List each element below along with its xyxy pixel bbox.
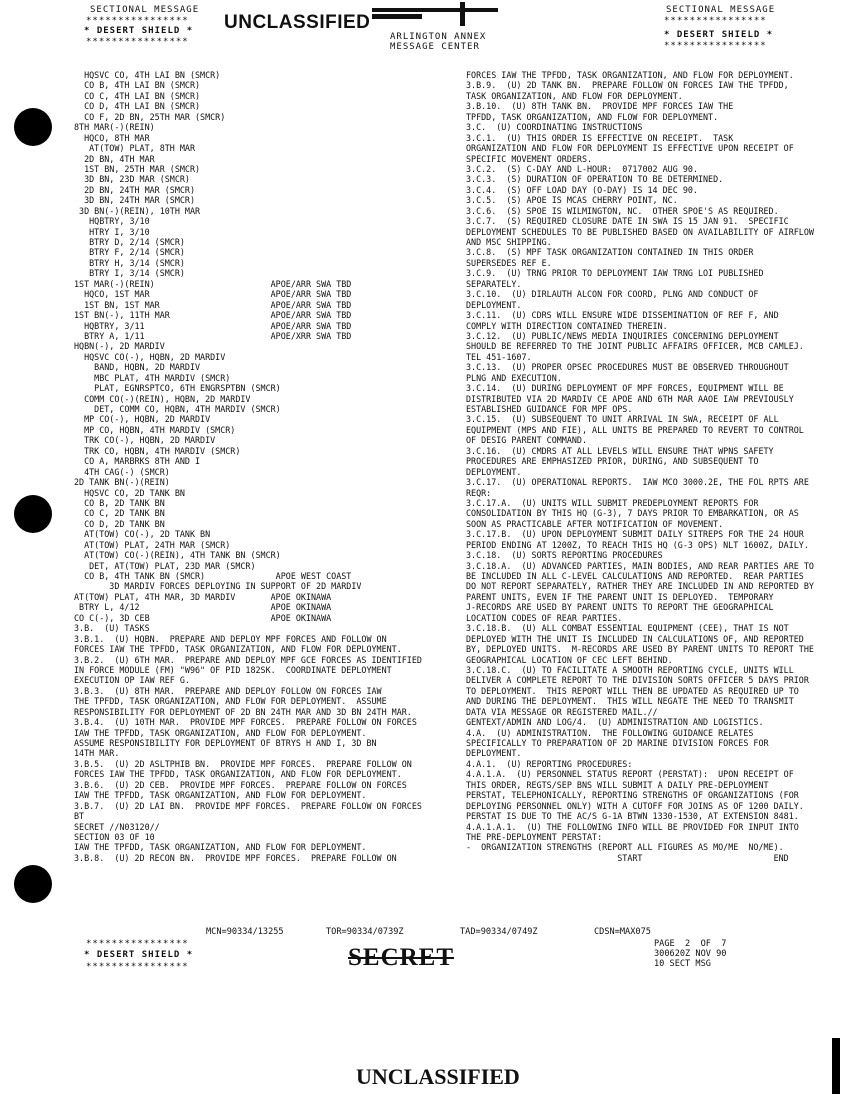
message-line: 3.B.3. (U) 8TH MAR. PREPARE AND DEPLOY FOLLOW ON FORCES IAW: [74, 685, 382, 696]
message-line: 3D BN(-)(REIN), 10TH MAR: [74, 205, 201, 216]
message-line: 4.A.1. (U) REPORTING PROCEDURES:: [466, 758, 633, 769]
message-line: TRK CO(-), HQBN, 2D MARDIV: [74, 435, 216, 446]
stars-right-bottom: ****************: [664, 41, 767, 51]
message-line: AT(TOW) CO(-)(REIN), 4TH TANK BN (SMCR): [74, 550, 281, 561]
message-line: DEPLOYMENT.: [466, 466, 522, 477]
message-line: BTRY D, 2/14 (SMCR): [74, 237, 185, 247]
message-line: 3.C.1. (U) THIS ORDER IS EFFECTIVE ON RECEIPT. TASK: [466, 132, 734, 143]
secret-classification-struck: SECRET: [348, 944, 455, 971]
classification-bottom: UNCLASSIFIED: [356, 1064, 520, 1089]
stars-footer-top: ****************: [86, 939, 189, 949]
message-line: BAND, HQBN, 2D MARDIV: [74, 362, 201, 373]
message-line: 3.C.16. (U) CMDRS AT ALL LEVELS WILL ENSURE THAT WPNS SAFETY: [466, 445, 774, 456]
message-center: MESSAGE CENTER: [390, 42, 480, 52]
message-line: 3.C.7. (S) REQUIRED CLOSURE DATE IN SWA IS 15 JAN 91. SPECIFIC: [466, 216, 789, 227]
message-line: BTRY I, 3/14 (SMCR): [74, 268, 185, 279]
message-line: OF DESIG PARENT COMMAND.: [466, 435, 588, 446]
page-number: PAGE 2 OF 7: [654, 939, 727, 949]
message-line: 2D BN, 4TH MAR: [74, 153, 155, 164]
message-line: 3.C.17.B. (U) UPON DEPLOYMENT SUBMIT DAILY SITREPS FOR THE 24 HOUR: [466, 529, 804, 540]
message-line: 3.C.5. (S) APOE IS MCAS CHERRY POINT, NC.: [466, 195, 678, 206]
message-line: AT(TOW) PLAT, 24TH MAR (SMCR): [74, 539, 231, 550]
message-line: 3.B.7. (U) 2D LAI BN. PROVIDE MPF FORCES. PREPARE FOLLOW ON FORCES: [74, 800, 422, 811]
message-line: 3.C.8. (S) MPF TASK ORGANIZATION CONTAINED IN THIS ORDER: [466, 247, 754, 258]
message-line: EQUIPMENT (MPS AND FIE), ALL UNITS BE PREPARED TO REVERT TO CONTROL: [466, 424, 804, 435]
message-line: 3D BN, 23D MAR (SMCR): [74, 174, 190, 185]
message-line: MP CO, HQBN, 4TH MARDIV (SMCR): [74, 424, 236, 435]
message-line: THIS ORDER, REGTS/SEP BNS WILL SUBMIT A DAILY PRE-DEPLOYMENT: [466, 779, 769, 790]
message-line: 4TH CAG(-) (SMCR): [74, 466, 170, 477]
message-line: 3.B.8. (U) 2D RECON BN. PROVIDE MPF FORCES. PREPARE FOLLOW ON: [74, 852, 397, 863]
message-line: CO C(-), 3D CEB APOE OKINAWA: [74, 612, 332, 623]
message-line: CO C, 4TH LAI BN (SMCR): [74, 90, 201, 101]
message-line: 3.B.9. (U) 2D TANK BN. PREPARE FOLLOW ON FORCES IAW THE TPFDD,: [466, 80, 789, 91]
tad-field: TAD=90334/0749Z: [460, 927, 538, 937]
message-line: - ORGANIZATION STRENGTHS (REPORT ALL FIGURES AS MO/ME NO/ME).: [466, 842, 784, 853]
message-line: FORCES IAW THE TPFDD, TASK ORGANIZATION, AND FLOW FOR DEPLOYMENT.: [74, 644, 402, 655]
message-line: EXECUTION OP IAW REF G.: [74, 675, 190, 686]
message-line: 4.A. (U) ADMINISTRATION. THE FOLLOWING GUIDANCE RELATES: [466, 727, 754, 738]
message-line: 8TH MAR(-)(REIN): [74, 122, 155, 133]
message-line: AT(TOW) PLAT, 8TH MAR: [74, 143, 196, 154]
message-line: CO D, 4TH LAI BN (SMCR): [74, 101, 201, 112]
message-line: 3.C.10. (U) DIRLAUTH ALCON FOR COORD, PLNG AND CONDUCT OF: [466, 289, 759, 300]
message-line: BTRY H, 3/14 (SMCR): [74, 257, 185, 268]
message-line: THE PRE-DEPLOYMENT PERSTAT:: [466, 831, 603, 842]
message-line: 3.C.18. (U) SORTS REPORTING PROCEDURES: [466, 550, 663, 561]
message-line: PLAT, EGNRSPTCO, 6TH ENGRSPTBN (SMCR): [74, 383, 281, 394]
message-line: SUPERSEDES REF E.: [466, 257, 552, 268]
message-line: 3.C.9. (U) TRNG PRIOR TO DEPLOYMENT IAW TRNG LOI PUBLISHED: [466, 268, 764, 279]
message-line: 3.C.17. (U) OPERATIONAL REPORTS. IAW MCO 3000.2E, THE FOL RPTS ARE: [466, 477, 809, 488]
message-line: CO A, MARBRKS 8TH AND I: [74, 456, 201, 467]
message-line: 3.C.11. (U) CDRS WILL ENSURE WIDE DISSEMINATION OF REF F, AND: [466, 310, 779, 321]
message-line: BE INCLUDED IN ALL C-LEVEL CALCULATIONS AND REPORTED. REAR PARTIES: [466, 571, 804, 581]
message-line: TASK ORGANIZATION, AND FLOW FOR DEPLOYMENT.: [466, 90, 683, 101]
stars-right-top: ****************: [664, 16, 767, 26]
message-line: AND DURING THE DEPLOYMENT. THIS WILL NEGATE THE NEED TO TRANSMIT: [466, 696, 794, 707]
message-line: DET, COMM CO, HQBN, 4TH MARDIV (SMCR): [74, 404, 281, 414]
message-line: 3.B.6. (U) 2D CEB. PROVIDE MPF FORCES. PREPARE FOLLOW ON FORCES: [74, 779, 407, 790]
desert-shield-right: * DESERT SHIELD *: [664, 30, 774, 40]
message-line: FORCES IAW THE TPFDD, TASK ORGANIZATION, AND FLOW FOR DEPLOYMENT.: [74, 769, 402, 780]
message-line: 3D BN, 24TH MAR (SMCR): [74, 195, 196, 206]
message-line: IAW THE TPFDD, TASK ORGANIZATION, AND FLOW FOR DEPLOYMENT.: [74, 790, 367, 801]
message-line: PERSTAT IS DUE TO THE AC/S G-1A BTWN 1330-1530, AT EXTENSION 8481.: [466, 811, 799, 822]
message-line: RESPONSIBILITY FOR DEPLOYMENT OF 2D BN 24TH MAR AND 3D BN 24TH MAR.: [74, 706, 412, 717]
message-line: 4.A.1.A. (U) PERSONNEL STATUS REPORT (PERSTAT): UPON RECEIPT OF: [466, 769, 794, 780]
sectional-message-right: SECTIONAL MESSAGE: [666, 5, 776, 15]
message-line: 3.C.17.A. (U) UNITS WILL SUBMIT PREDEPLOYMENT REPORTS FOR: [466, 497, 759, 508]
message-line: DEPLOYING PERSONNEL ONLY) WITH A CUTOFF FOR JOINS AS OF 1200 DAILY.: [466, 800, 804, 811]
message-line: SECTION 03 OF 10: [74, 831, 155, 842]
message-line: BY, DEPLOYED UNITS. M-RECORDS ARE USED BY PARENT UNITS TO REPORT THE: [466, 644, 814, 655]
message-line: 3.C.12. (U) PUBLIC/NEWS MEDIA INQUIRIES CONCERNING DEPLOYMENT: [466, 330, 779, 341]
message-line: MBC PLAT, 4TH MARDIV (SMCR): [74, 372, 231, 383]
message-line: TPFDD, TASK ORGANIZATION, AND FLOW FOR DEPLOYMENT.: [466, 111, 719, 122]
message-line: HQCO, 8TH MAR: [74, 132, 150, 143]
message-line: 2D TANK BN(-)(REIN): [74, 477, 170, 488]
message-line: CONSOLIDATION BY THIS HQ (G-3), 7 DAYS PRIOR TO EMBARKATION, OR AS: [466, 508, 799, 519]
message-line: TEL 451-1607.: [466, 351, 532, 362]
message-line: 3.B.10. (U) 8TH TANK BN. PROVIDE MPF FORCES IAW THE: [466, 101, 734, 112]
stars-footer-bottom: ****************: [86, 962, 189, 972]
date-time-group: 300620Z NOV 90: [654, 949, 727, 959]
message-line: 2D BN, 24TH MAR (SMCR): [74, 184, 196, 195]
sectional-message-left: SECTIONAL MESSAGE: [90, 5, 200, 15]
section-count: 10 SECT MSG: [654, 959, 711, 969]
message-line: 3.C.18.B. (U) ALL COMBAT ESSENTIAL EQUIPMENT (CEE), THAT IS NOT: [466, 623, 789, 634]
message-line: BTRY A, 1/11 APOE/XRR SWA TBD: [74, 330, 352, 341]
message-line: 4.A.1.A.1. (U) THE FOLLOWING INFO WILL BE PROVIDED FOR INPUT INTO: [466, 821, 799, 832]
message-line: 3.C.15. (U) SUBSEQUENT TO UNIT ARRIVAL IN SWA, RECEIPT OF ALL: [466, 414, 779, 425]
message-line: ESTABLISHED GUIDANCE FOR MPF OPS.: [466, 404, 633, 414]
message-line: TO DEPLOYMENT. THIS REPORT WILL THEN BE UPDATED AS REQUIRED UP TO: [466, 685, 799, 696]
message-line: HQCO, 1ST MAR APOE/ARR SWA TBD: [74, 289, 352, 300]
message-line: START END: [466, 852, 789, 863]
message-line: DEPLOYMENT SCHEDULES TO BE PUBLISHED BASED ON AVAILABILITY OF AIRFLOW: [466, 226, 814, 237]
message-line: DO NOT REPORT SEPARATELY, RATHER THEY ARE INCLUDED IN AND REPORTED BY: [466, 581, 814, 592]
stars-left-top: ****************: [86, 16, 189, 26]
message-line: HQSVC CO, 2D TANK BN: [74, 487, 185, 498]
message-line: J-RECORDS ARE USED BY PARENT UNITS TO REPORT THE GEOGRAPHICAL: [466, 602, 774, 613]
message-line: HQSVC CO, 4TH LAI BN (SMCR): [74, 70, 221, 80]
arlington-annex: ARLINGTON ANNEX: [390, 32, 487, 42]
message-line: DEPLOYMENT.: [466, 748, 522, 759]
message-line: CO F, 2D BN, 25TH MAR (SMCR): [74, 111, 226, 122]
message-line: 1ST BN(-), 11TH MAR APOE/ARR SWA TBD: [74, 310, 352, 321]
punch-hole-middle: [14, 495, 52, 533]
message-line: LOCATION CODES OF REAR PARTIES.: [466, 612, 623, 623]
message-line: REQR:: [466, 487, 492, 498]
message-line: GEOGRAPHICAL LOCATION OF CEC LEFT BEHIND.: [466, 654, 673, 665]
message-line: FORCES IAW THE TPFDD, TASK ORGANIZATION, AND FLOW FOR DEPLOYMENT.: [466, 70, 794, 80]
message-line: CO B, 2D TANK BN: [74, 497, 165, 508]
message-line: ASSUME RESPONSIBILITY FOR DEPLOYMENT OF BTRYS H AND I, 3D BN: [74, 738, 377, 748]
mcn-field: MCN=90334/13255: [206, 927, 284, 937]
desert-shield-footer: * DESERT SHIELD *: [84, 950, 194, 960]
header-redaction-mark: [370, 2, 500, 28]
message-line: PLNG AND EXECUTION.: [466, 372, 562, 383]
message-line: PERIOD ENDING AT 1200Z, TO REACH THIS HQ (G-3 OPS) NLT 1600Z, DAILY.: [466, 539, 809, 550]
message-line: SOON AS PRACTICABLE AFTER NOTIFICATION OF MOVEMENT.: [466, 518, 724, 529]
message-line: HQSVC CO(-), HQBN, 2D MARDIV: [74, 351, 226, 362]
message-line: PERSTAT, TELEPHONICALLY, REPORTING STRENGTHS OF ORGANIZATIONS (FOR: [466, 790, 799, 801]
message-line: DET, AT(TOW) PLAT, 23D MAR (SMCR): [74, 560, 256, 571]
message-line: ORGANIZATION AND FLOW FOR DEPLOYMENT IS EFFECTIVE UPON RECEIPT OF: [466, 143, 794, 154]
message-line: 1ST MAR(-)(REIN) APOE/ARR SWA TBD: [74, 278, 352, 289]
message-line: HQBTRY, 3/11 APOE/ARR SWA TBD: [74, 320, 352, 331]
message-line: COMPLY WITH DIRECTION CONTAINED THEREIN.: [466, 320, 668, 331]
message-line: AT(TOW) PLAT, 4TH MAR, 3D MARDIV APOE OKINAWA: [74, 591, 332, 602]
punch-hole-top: [14, 108, 52, 146]
message-line: IAW THE TPFDD, TASK ORGANIZATION, AND FLOW FOR DEPLOYMENT.: [74, 842, 367, 853]
message-line: DEPLOYED WITH THE UNIT IS INCLUDED IN CALCULATIONS OF, AND REPORTED: [466, 633, 804, 644]
message-line: COMM CO(-)(REIN), HQBN, 2D MARDIV: [74, 393, 251, 404]
desert-shield-left: * DESERT SHIELD *: [84, 26, 194, 36]
message-line: 3.B.4. (U) 10TH MAR. PROVIDE MPF FORCES. PREPARE FOLLOW ON FORCES: [74, 717, 417, 728]
message-line: 3.C.2. (S) C-DAY AND L-HOUR: 0717002 AUG 90.: [466, 163, 698, 174]
classification-top: UNCLASSIFIED: [224, 12, 371, 33]
message-line: BTRY L, 4/12 APOE OKINAWA: [74, 602, 332, 613]
message-line: AT(TOW) CO(-), 2D TANK BN: [74, 529, 211, 540]
message-line: 1ST BN, 1ST MAR APOE/ARR SWA TBD: [74, 299, 352, 310]
message-line: 3.C.13. (U) PROPER OPSEC PROCEDURES MUST BE OBSERVED THROUGHOUT: [466, 362, 789, 373]
punch-hole-bottom: [14, 865, 52, 903]
message-line: 3.C.4. (S) OFF LOAD DAY (O-DAY) IS 14 DEC 90.: [466, 184, 698, 195]
message-line: BTRY F, 2/14 (SMCR): [74, 247, 185, 258]
message-line: 3.C.3. (S) DURATION OF OPERATION TO BE DETERMINED.: [466, 174, 724, 185]
message-line: SPECIFIC MOVEMENT ORDERS.: [466, 153, 593, 164]
message-line: MP CO(-), HQBN, 2D MARDIV: [74, 414, 211, 425]
message-line: CO D, 2D TANK BN: [74, 518, 165, 529]
message-line: 3.B. (U) TASKS: [74, 623, 150, 634]
message-line: TRK CO, HQBN, 4TH MARDIV (SMCR): [74, 445, 241, 456]
message-body-left-column: [74, 70, 436, 863]
message-line: 3.C.14. (U) DURING DEPLOYMENT OF MPF FORCES, EQUIPMENT WILL BE: [466, 383, 784, 394]
message-line: 3.B.2. (U) 6TH MAR. PREPARE AND DEPLOY MPF GCE FORCES AS IDENTIFIED: [74, 654, 422, 665]
message-line: DATA VIA MESSAGE OR REGISTERED MAIL.//: [466, 706, 658, 717]
message-body-right-column: [466, 70, 842, 863]
message-line: CO C, 2D TANK BN: [74, 508, 165, 519]
message-line: HTRY I, 3/10: [74, 226, 150, 237]
message-line: 14TH MAR.: [74, 748, 120, 759]
message-line: DELIVER A COMPLETE REPORT TO THE DIVISION SORTS OFFICER 5 DAYS PRIOR: [466, 675, 809, 686]
message-line: PROCEDURES ARE EMPHASIZED PRIOR, DURING, AND SUBSEQUENT TO: [466, 456, 759, 467]
message-line: CO B, 4TH TANK BN (SMCR) APOE WEST COAST: [74, 571, 352, 581]
message-line: DISTRIBUTED VIA 2D MARDIV CE APOE AND 6TH MAR AAOE IAW PREVIOUSLY: [466, 393, 794, 404]
message-line: 3.C.6. (S) SPOE IS WILMINGTON, NC. OTHER SPOE'S AS REQUIRED.: [466, 205, 779, 216]
message-line: 3D MARDIV FORCES DEPLOYING IN SUPPORT OF 2D MARDIV: [74, 581, 362, 592]
message-line: SPECIFICALLY TO PREPARATION OF 2D MARINE DIVISION FORCES FOR: [466, 738, 769, 748]
message-line: IAW THE TPFDD, TASK ORGANIZATION, AND FLOW FOR DEPLOYMENT.: [74, 727, 367, 738]
message-line: CO B, 4TH LAI BN (SMCR): [74, 80, 201, 91]
edge-bar: [832, 1038, 840, 1094]
message-line: 3.B.5. (U) 2D ASLTPHIB BN. PROVIDE MPF FORCES. PREPARE FOLLOW ON: [74, 758, 412, 769]
message-line: 3.B.1. (U) HQBN. PREPARE AND DEPLOY MPF FORCES AND FOLLOW ON: [74, 633, 387, 644]
message-line: 1ST BN, 25TH MAR (SMCR): [74, 163, 201, 174]
message-line: SEPARATELY.: [466, 278, 522, 289]
message-line: THE TPFDD, TASK ORGANIZATION, AND FLOW FOR DEPLOYMENT. ASSUME: [74, 696, 387, 707]
cdsn-field: CDSN=MAX075: [594, 927, 651, 937]
message-line: BT: [74, 811, 85, 822]
message-line: SECRET //N03120//: [74, 821, 160, 832]
message-line: SHOULD BE REFERRED TO THE JOINT PUBLIC AFFAIRS OFFICER, MCB CAMLEJ.: [466, 341, 804, 352]
message-line: 3.C. (U) COORDINATING INSTRUCTIONS: [466, 122, 643, 133]
stars-left-bottom: ****************: [86, 37, 189, 47]
message-line: AND MSC SHIPPING.: [466, 237, 552, 247]
message-line: DEPLOYMENT.: [466, 299, 522, 310]
message-line: IN FORCE MODULE (FM) "W96" OF PID 182SK. COORDINATE DEPLOYMENT: [74, 664, 392, 675]
message-line: 3.C.18.C. (U) TO FACILITATE A SMOOTH REPORTING CYCLE, UNITS WILL: [466, 664, 794, 675]
message-line: HQBN(-), 2D MARDIV: [74, 341, 165, 352]
message-line: HQBTRY, 3/10: [74, 216, 150, 227]
message-line: 3.C.18.A. (U) ADVANCED PARTIES, MAIN BODIES, AND REAR PARTIES ARE TO: [466, 560, 814, 571]
message-line: GENTEXT/ADMIN AND LOG/4. (U) ADMINISTRATION AND LOGISTICS.: [466, 717, 764, 728]
tor-field: TOR=90334/0739Z: [326, 927, 404, 937]
message-line: PARENT UNITS, EVEN IF THE PARENT UNIT IS DEPLOYED. TEMPORARY: [466, 591, 774, 602]
